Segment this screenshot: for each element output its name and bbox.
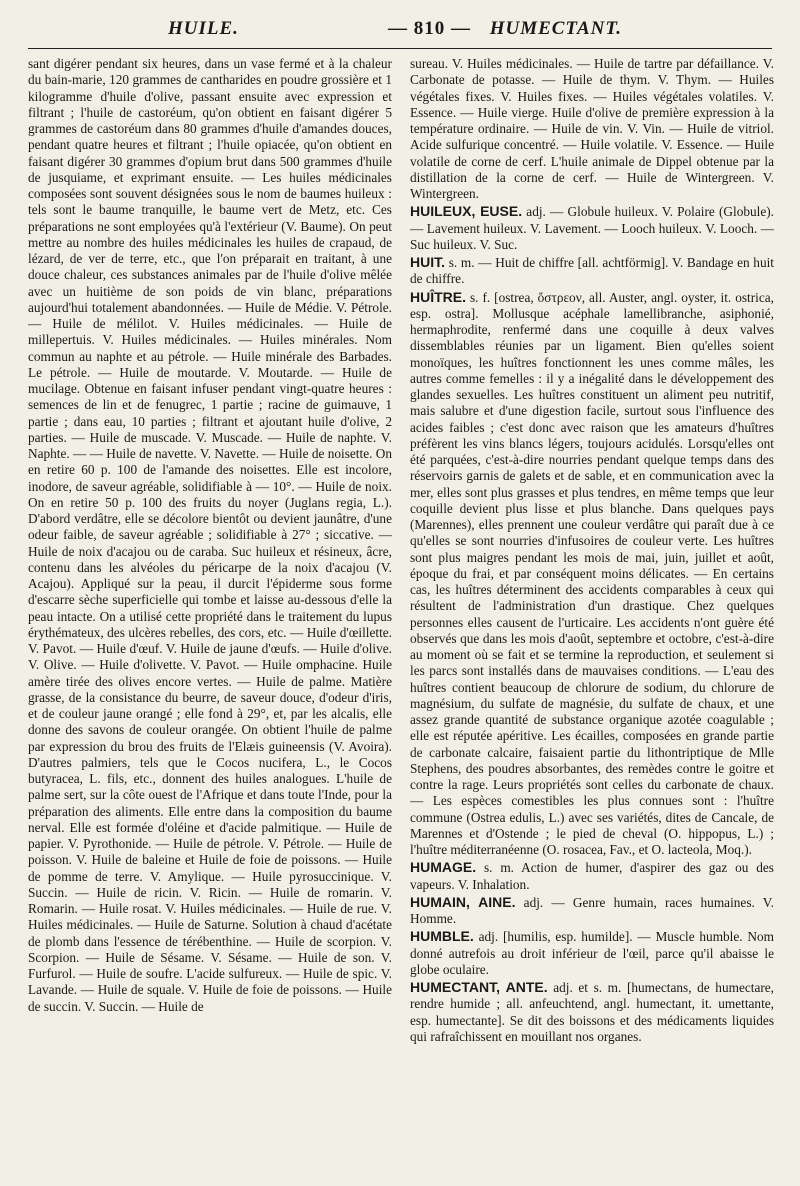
entry-body: s. m. Action de humer, d'aspirer des gaz ou des vapeurs. V. Inhalation. [410, 860, 774, 892]
entry-body: adj. — Genre humain, races humaines. V. Homme. [410, 894, 774, 926]
entry-headword: HUMBLE. [410, 928, 474, 945]
entry-headword: HUMAIN, AINE. [410, 893, 516, 910]
entry-huitre [410, 289, 774, 859]
entry-body: s. f. [ostrea, ὄστρεον, all. Auster, angl. oyster, it. ostrica, esp. ostra]. Mollusque acéphale lamellibranche, asiphonié, hermaphrodite, renfermé dans une coquille à deux valves dissemblables réunies par un ligament. Bien qu'elles soient monoïques, les huîtres fonctionnent les unes comme mâles, les autres comme femelles : il y a inégalité dans le développement des glandes sexuelles. Les huîtres constituent un aliment peu nutritif, mais salubre et d'une digestion facile, surtout sous l'influence des acides faibles ; c'est donc avec raison que les amateurs d'huîtres préfèrent les vins blancs légers, toujours acidulés. Lorsqu'elles ont été parquées, c'est-à-dire nourries pendant quelque temps dans des réservoirs garnis de galets et de sable, et en communication avec la mer, elles sont plus grasses et plus tendres, en même temps que leur coquille devient plus lisse et plus blanche. Dans quelques pays (Marennes), elles prennent une couleur verdâtre qui paraît due à ce qu'elles se sont nourries d'infusoires de couleur verte. Les huîtres sont plus maigres pendant les mois de mai, juin, juillet et août, époque du frai, et par conséquent moins délicates. — En certains cas, les huîtres déterminent des accidents comparables à ceux qui résultent de l'administration d'un drastique. Chez quelques personnes elles causent de l'urticaire. Les accidents n'ont guère été observés que dans les mois d'août, septembre et octobre, c'est-à-dire au moment où se fait et se termine la reproduction, et seulement si les parcs sont installés dans de mauvaises conditions. — L'eau des huîtres contient beaucoup de chlorure de sodium, du chlorure de magnésium, du sulfate de magnésie, du sulfate de chaux, et une assez grande quantité de substance organique azotée coagulable ; elle est réputée apéritive. Les écailles, composées en grande partie de carbonate calcaire, faisaient partie du lithontriptique de Mlle Stephens, des poudres absorbantes, des remèdes contre le goitre et contre la rage. Leurs propriétés sont celles du carbonate de chaux. — Les espèces comestibles les plus connues sont : l'huître commune (Ostrea edulis, L.) avec ses variétés, dites de Cancale, de Marennes et d'Ostende ; le pied de cheval (O. hippopus, L.) ; l'huître méditerranéenne (O. rosacea, Fav., et O. lacteola, Moq.). [410, 289, 774, 857]
entry-huit [410, 254, 774, 288]
entry-headword: HUÎTRE. [410, 288, 466, 305]
running-header [28, 18, 772, 44]
left-column [28, 56, 392, 1168]
right-column [410, 56, 774, 1168]
header-left-word: HUILE. [168, 18, 239, 39]
header-right-word: HUMECTANT. [489, 18, 622, 39]
entry-headword: HUIT. [410, 254, 445, 270]
entry-headword: HUILEUX, EUSE. [410, 203, 523, 220]
entry-huileux [410, 203, 774, 253]
entry-humage [410, 859, 774, 893]
left-column-text: sant digérer pendant six heures, dans un vase fermé et à la chaleur du bain-marie, 120 grammes de cantharides en poudre grossière et 1 kilogramme d'huile d'olive, passant ensuite avec expression et filtrant ; l'huile de castoréum, qu'on obtient en faisant digérer 5 grammes de castoréum dans 80 grammes d'huile d'amandes douces, pendant quatre heures et filtrant ; l'huile opiacée, qu'on obtient en faisant digérer 30 grammes d'opium brut dans 500 grammes d'huile de jusquiame, et exprimant ensuite. — Les huiles médicinales composées sont souvent désignées sous le nom de baumes huileux : tels sont le baume tranquille, le baume vert de Metz, etc. Ces préparations ne sont employées qu'à l'extérieur (V. Baume). On peut mettre au nombre des huiles médicinales les huiles de crapaud, de lézard, de ver de terre, etc., que l'on préparait en traitant, à une douce chaleur, ces substances animales par de l'huile d'olive mêlée avec un huitième de son poids de vin blanc, préparations aujourd'hui totalement abandonnées. — Huile de Médie. V. Pétrole. — Huile de mélilot. V. Huiles médicinales. — Huile de millepertuis. V. Huiles médicinales. — Huiles minérales. Nom commun au naphte et au pétrole. — Huile minérale des Barbades. Le pétrole. — Huile de moutarde. V. Moutarde. — Huile de mucilage. Obtenue en faisant infuser pendant vingt-quatre heures : semences de lin et de fenugrec, 1 partie ; racine de guimauve, 1 partie ; dans eau, 10 parties ; filtrant et ajoutant huile d'olive, 2 parties. — Huile de muscade. V. Muscade. — Huile de naphte. V. Naphte. — — Huile de navette. V. Navette. — Huile de noisette. On en retire 60 p. 100 de l'amande des noisettes. Elle est incolore, inodore, de saveur agréable, solidifiable à — 10°. — Huile de noix. On en retire 50 p. 100 des fruits du noyer (Juglans regia, L.). D'abord verdâtre, elle se décolore bientôt ou devient jaunâtre, d'une odeur faible, de saveur agréable ; solidifiable à 27° ; siccative. — Huile de noix d'acajou ou de caraba. Suc huileux et résineux, âcre, contenu dans les alvéoles du péricarpe de la noix d'acajou (V. Acajou). Appliqué sur la peau, il durcit l'épiderme sous forme d'escarre sèche superficielle qui tombe et laisse au-dessous d'elle la peau intacte. On a utilisé cette propriété dans le traitement du lupus érythémateux, des ulcères rebelles, des cors, etc. — Huile d'œillette. V. Pavot. — Huile d'œuf. V. Huile de jaune d'œufs. — Huile d'olive. V. Olive. — Huile d'olivette. V. Pavot. — Huile omphacine. Huile amère tirée des olives encore vertes. — Huile de palme. Matière grasse, de la consistance du beurre, de saveur douce, d'odeur d'iris, et de couleur jaune orangé ; elle fond à 29°, et, par les alcalis, elle donne des savons de couleur orangée. On obtient l'huile de palme par expression du brou des fruits de l'Elæis guineensis (V. Avoira). D'autres palmiers, tels que le Cocos nucifera, L., le Cocos butyracea, L. fils, etc., donnent des huiles analogues. L'huile de palme sert, sur la côte ouest de l'Afrique et dans toute l'Inde, pour la préparation des aliments. Elle entre dans la composition du baume nerval. Elle est formée d'oléine et d'acide palmitique. — Huile de papier. V. Pyrothonide. — Huile de pétrole. V. Pétrole. — Huile de poisson. V. Huile de baleine et Huile de foie de poissons. — Huile de pomme de terre. V. Amylique. — Huile pyrosuccinique. V. Succin. — Huile de ricin. V. Ricin. — Huile de romarin. V. Romarin. — Huile rosat. V. Huiles médicinales. — Huile de rue. V. Huiles médicinales. — Huile de Saturne. Solution à chaud d'acétate de plomb dans l'essence de térébenthine. — Huile de scorpion. V. Scorpion. — Huile de Sésame. V. Sésame. — Huile de son. V. Furfurol. — Huile de soufre. L'acide sulfureux. — Huile de spic. V. Lavande. — Huile de squale. V. Huile de foie de poissons. — Huile de succin. V. Succin. — Huile de [28, 56, 392, 1014]
header-rule [28, 48, 772, 49]
entry-body: adj. [humilis, esp. humilde]. — Muscle humble. Nom donné autrefois au droit inférieur de l'œil, parce qu'il abaisse le globe oculaire. [410, 929, 774, 977]
entry-headword: HUMECTANT, ANTE. [410, 979, 548, 995]
entry-humble [410, 928, 774, 978]
right-column-intro: sureau. V. Huiles médicinales. — Huile de tartre par défaillance. V. Carbonate de potasse. — Huile de thym. V. Thym. — Huiles végétales fixes. V. Huiles fixes. — Huiles végétales volatiles. V. Essence. — Huile vierge. Huile d'olive de première expression à la température ordinaire. — Huile de vin. V. Vin. — Huile de vitriol. Acide sulfurique concentré. — Huile volatile. V. Essence. — Huile volatile de corne de cerf. L'huile animale de Dippel obtenue par la distillation de la corne de cerf. — Huile de Wintergreen. V. Wintergreen. [410, 56, 774, 201]
entry-humectant [410, 979, 774, 1045]
entry-body: adj. et s. m. [humectans, de humectare, rendre humide ; all. anfeuchtend, angl. humectant, it. umettante, esp. humectante]. Se dit des boissons et des médicaments liquides qui rafraîchissent en mouillant nos organes. [410, 980, 774, 1044]
page-number: — 810 — [388, 18, 471, 39]
entry-body: adj. — Globule huileux. V. Polaire (Globule). — Lavement huileux. V. Lavement. — Looch huileux. V. Looch. — Suc huileux. V. Suc. [410, 204, 774, 252]
entry-body: s. m. — Huit de chiffre [all. achtförmig]. V. Bandage en huit de chiffre. [410, 255, 774, 287]
entry-humain [410, 894, 774, 928]
entry-headword: HUMAGE. [410, 859, 477, 876]
